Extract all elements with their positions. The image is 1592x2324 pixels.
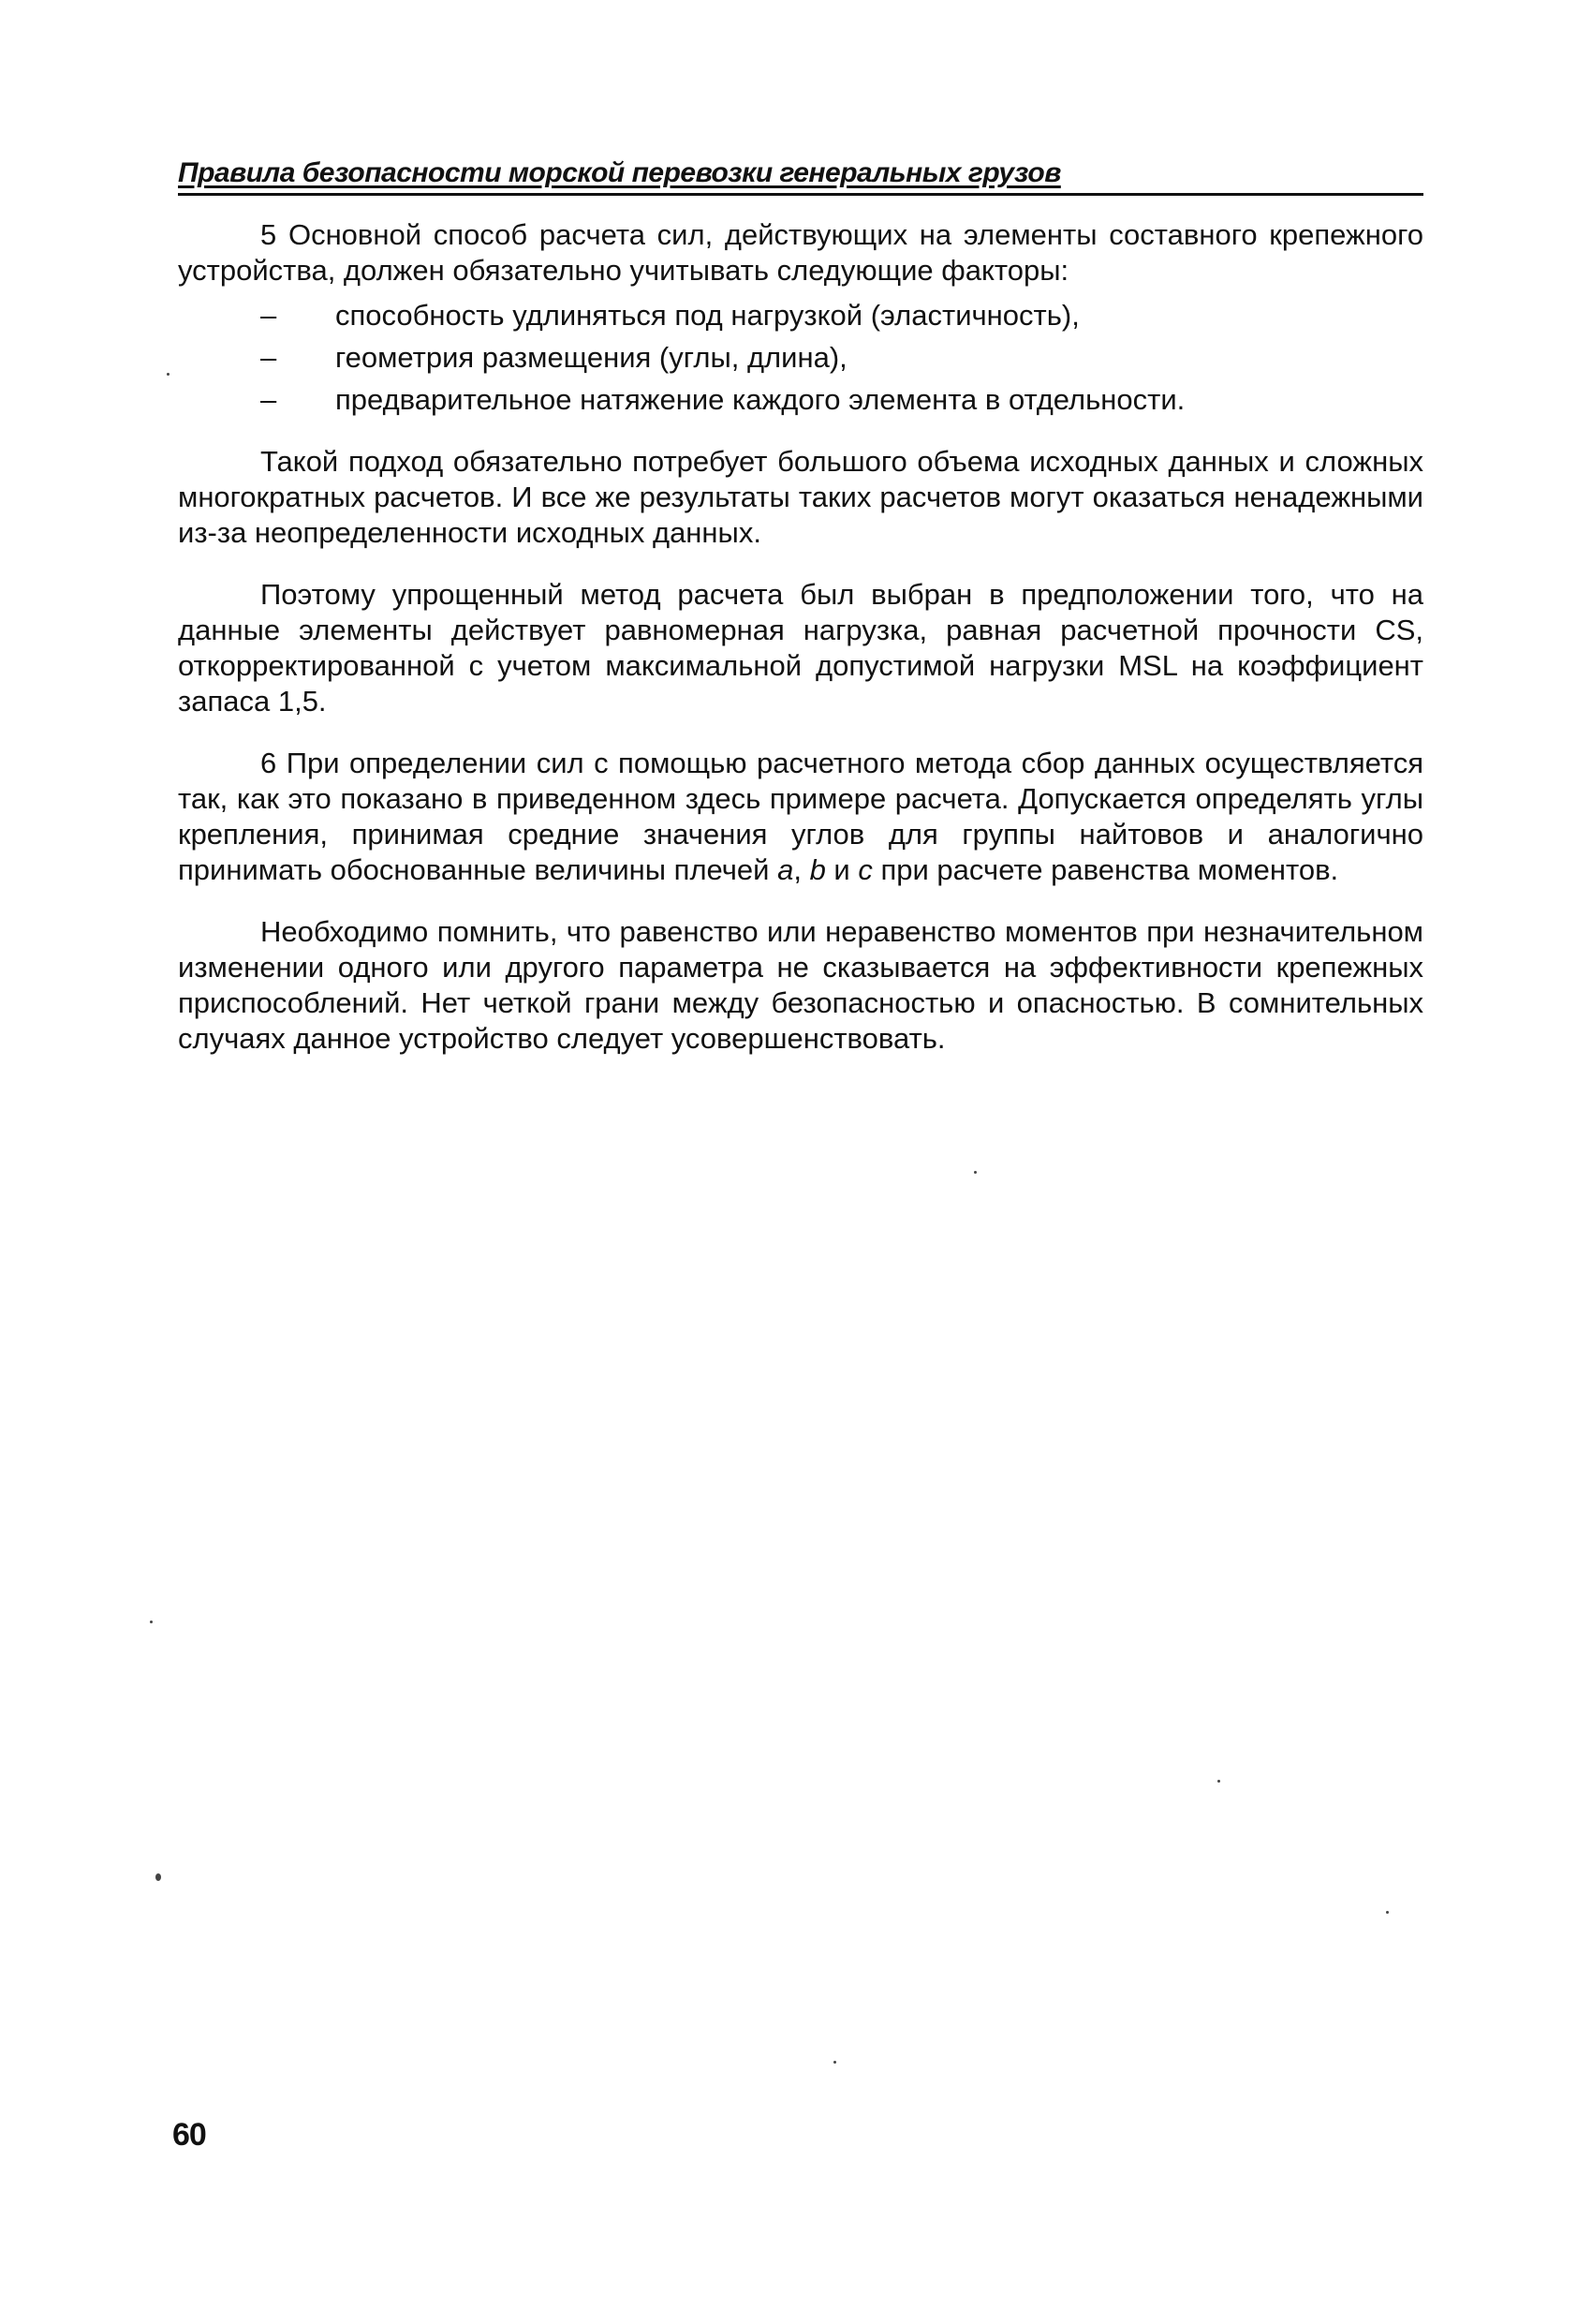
section-6-paragraph-1 (178, 746, 1423, 888)
scan-speck (155, 1873, 161, 1881)
page-body (178, 217, 1423, 1083)
scan-speck (1386, 1911, 1389, 1914)
scan-speck (833, 2061, 836, 2064)
variable-c: c (858, 853, 873, 886)
list-dash: – (260, 299, 277, 332)
factor-text: способность удлиняться под нагрузкой (эластичность), (335, 299, 1080, 332)
variable-a: a (777, 853, 794, 886)
running-header (178, 152, 1423, 196)
page-number: 60 (172, 2117, 206, 2153)
factors-list (178, 298, 1423, 418)
separator: , (793, 853, 810, 886)
scan-speck (974, 1171, 977, 1174)
running-header-title: Правила безопасности морской перевозки генеральных грузов (178, 157, 1061, 188)
separator: и (825, 853, 859, 886)
variable-b: b (809, 853, 826, 886)
section-6-text-before: 6 При определении сил с помощью расчетного метода сбор данных осуществляется так, как это показано в приведенном здесь примере расчета. Допускается определять углы крепления, принимая средние значения углов для группы найтовов и аналогично принимать обоснованные величины плечей (178, 747, 1423, 886)
list-dash: – (260, 383, 277, 416)
scan-speck (150, 1621, 153, 1623)
scan-speck (1217, 1780, 1220, 1783)
factor-text: предварительное натяжение каждого элемента в отдельности. (335, 383, 1186, 416)
section-5-intro: 5 Основной способ расчета сил, действующих на элементы составного крепежного устройства, должен обязательно учитывать следующие факторы: (178, 218, 1423, 287)
factor-item-pretension (178, 382, 1423, 418)
list-dash: – (260, 341, 277, 374)
factor-item-elasticity (178, 298, 1423, 333)
section-6-text-after: при расчете равенства моментов. (872, 853, 1339, 886)
factor-text: геометрия размещения (углы, длина), (335, 341, 848, 374)
scan-speck (167, 373, 170, 376)
section-5-paragraph-2: Такой подход обязательно потребует большого объема исходных данных и сложных многократных расчетов. И все же результаты таких расчетов могут оказаться ненадежными из-за неопределенности исходных данных. (178, 445, 1423, 549)
factor-item-geometry (178, 340, 1423, 376)
section-6-paragraph-2: Необходимо помнить, что равенство или неравенство моментов при незначительном изменении одного или другого параметра не сказывается на эффективности крепежных приспособлений. Нет четкой грани между безопасностью и опасностью. В сомнительных случаях данное устройство следует усовершенствовать. (178, 915, 1423, 1055)
section-5-paragraph-3: Поэтому упрощенный метод расчета был выбран в предположении того, что на данные элементы действует равномерная нагрузка, равная расчетной прочности CS, откорректированной с учетом максимальной допустимой нагрузки MSL на коэффициент запаса 1,5. (178, 578, 1423, 718)
